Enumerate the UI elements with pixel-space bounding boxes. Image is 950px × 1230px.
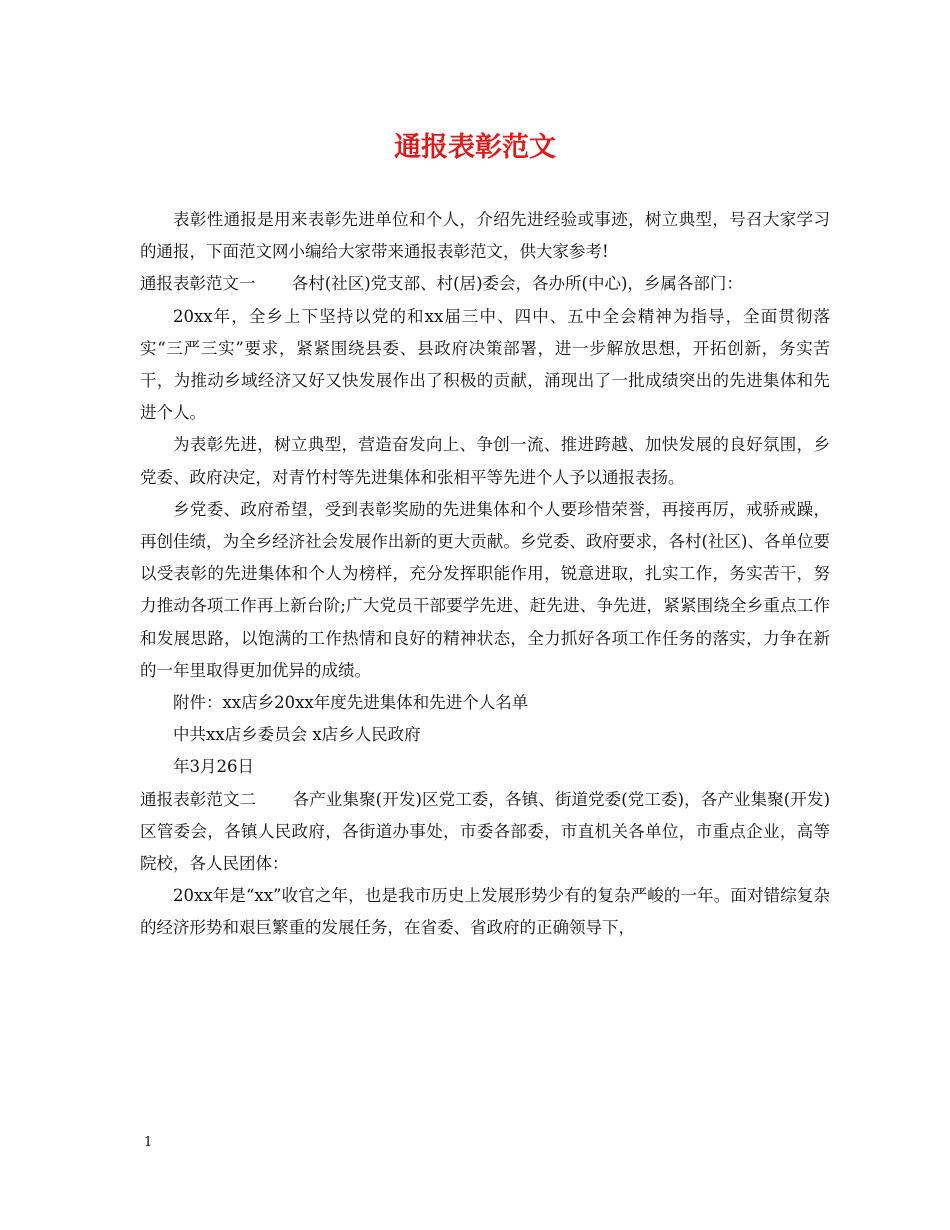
document-body <box>140 204 830 945</box>
page-number: 1 <box>144 1135 153 1150</box>
sample1-date: 年3月26日 <box>173 757 254 777</box>
intro-paragraph: 表彰性通报是用来表彰先进单位和个人，介绍先进经验或事迹，树立典型，号召大家学习的通报，下面范文网小编给大家带来通报表彰范文，供大家参考! <box>140 210 830 262</box>
sample1-attachment: 附件：xx店乡20xx年度先进集体和先进个人名单 <box>173 693 529 713</box>
sample2-heading-line <box>140 784 830 881</box>
sample1-heading-line <box>140 268 830 300</box>
document-title: 通报表彰范文 <box>394 132 556 163</box>
sample1-paragraph-1: 20xx年，全乡上下坚持以党的和xx届三中、四中、五中全会精神为指导，全面贯彻落实“三严三实”要求，紧紧围绕县委、县政府决策部署，进一步解放思想，开拓创新，务实苦干，为推动乡域经济又好又快发展作出了积极的贡献，涌现出了一批成绩突出的先进集体和先进个人。 <box>140 306 830 423</box>
sample1-paragraph-3: 乡党委、政府希望，受到表彰奖励的先进集体和个人要珍惜荣誉，再接再厉，戒骄戒躁，再创佳绩，为全乡经济社会发展作出新的更大贡献。乡党委、政府要求，各村(社区)、各单位要以受表彰的先进集体和个人为榜样，充分发挥职能作用，锐意进取，扎实工作，务实苦干，努力推动各项工作再上新台阶;广大党员干部要学先进、赶先进、争先进，紧紧围绕全乡重点工作和发展思路，以饱满的工作热情和良好的精神状态，全力抓好各项工作任务的落实，力争在新的一年里取得更加优异的成绩。 <box>140 499 830 680</box>
sample1-paragraph-2: 为表彰先进，树立典型，营造奋发向上、争创一流、推进跨越、加快发展的良好氛围，乡党委、政府决定，对青竹村等先进集体和张相平等先进个人予以通报表扬。 <box>140 435 830 487</box>
sample2-heading: 通报表彰范文二 <box>140 789 257 809</box>
sample1-signature: 中共xx店乡委员会 x店乡人民政府 <box>173 725 421 745</box>
sample2-paragraph-1: 20xx年是“xx”收官之年，也是我市历史上发展形势少有的复杂严峻的一年。面对错综复杂的经济形势和艰巨繁重的发展任务，在省委、省政府的正确领导下， <box>140 886 830 938</box>
sample2-salutation: 各产业集聚(开发)区党工委，各镇、街道党委(党工委)，各产业集聚(开发)区管委会，各镇人民政府，各街道办事处，市委各部委，市直机关各单位，市重点企业，高等院校，各人民团体： <box>140 789 831 874</box>
sample1-salutation: 各村(社区)党支部、村(居)委会，各办所(中心)，乡属各部门： <box>291 274 743 294</box>
sample1-heading: 通报表彰范文一 <box>140 274 256 294</box>
